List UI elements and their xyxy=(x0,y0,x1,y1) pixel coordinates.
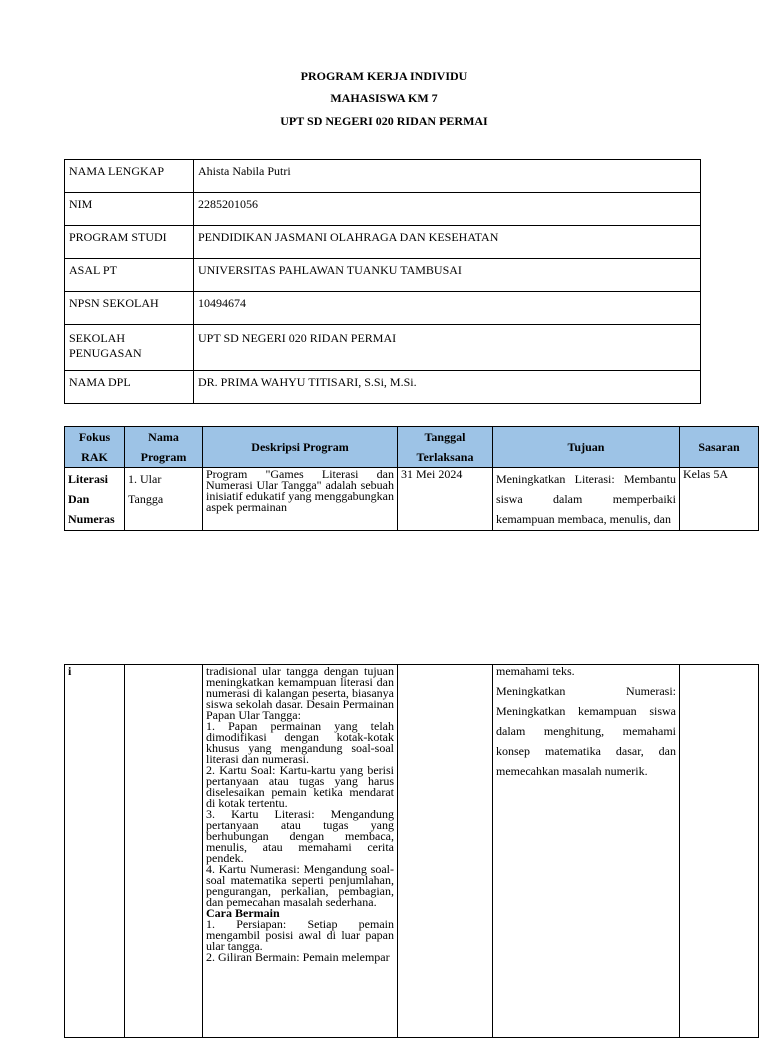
cell-tujuan-cont xyxy=(493,665,680,1038)
desc-paragraph: 2. Giliran Bermain: Pemain melempar xyxy=(206,950,390,964)
info-label: SEKOLAH PENUGASAN xyxy=(65,325,194,371)
identity-table xyxy=(64,159,701,404)
header-tanggal: Tanggal Terlaksana xyxy=(398,427,493,468)
info-value: UPT SD NEGERI 020 RIDAN PERMAI xyxy=(194,325,701,371)
cell-fokus: Literasi Dan Numeras xyxy=(65,468,125,531)
cell-sasaran-cont xyxy=(680,665,759,1038)
header-tujuan: Tujuan xyxy=(493,427,680,468)
header-sasaran: Sasaran xyxy=(680,427,759,468)
info-row xyxy=(65,226,701,259)
cell-fokus-cont: i xyxy=(65,665,125,1038)
info-row xyxy=(65,193,701,226)
info-label: PROGRAM STUDI xyxy=(65,226,194,259)
info-value: 10494674 xyxy=(194,292,701,325)
table-row xyxy=(65,665,759,1038)
info-row xyxy=(65,325,701,371)
desc-paragraph: tradisional ular tangga dengan tujuan meningkatkan kemampuan literasi dan numerasi di kalangan peserta, biasanya siswa sekolah dasar. Desain Permainan Papan Ular Tangga: xyxy=(206,664,394,722)
info-label: NIM xyxy=(65,193,194,226)
cell-tanggal-cont xyxy=(398,665,493,1038)
cell-deskripsi-cont xyxy=(203,665,398,1038)
desc-paragraph: 2. Kartu Soal: Kartu-kartu yang berisi pertanyaan atau tugas yang harus diselesaikan pemain ketika mendarat di kotak tertentu. xyxy=(206,763,394,810)
cell-tujuan: Meningkatkan Literasi: Membantu siswa dalam memperbaiki kemampuan membaca, menulis, dan xyxy=(493,468,680,531)
info-row xyxy=(65,259,701,292)
header-deskripsi: Deskripsi Program xyxy=(203,427,398,468)
info-label: NPSN SEKOLAH xyxy=(65,292,194,325)
desc-paragraph: 4. Kartu Numerasi: Mengandung soal-soal matematika seperti penjumlahan, pengurangan, perkalian, pembagian, dan pemecahan masalah sederhana. xyxy=(206,862,394,909)
info-row xyxy=(65,292,701,325)
info-value: DR. PRIMA WAHYU TITISARI, S.Si, M.Si. xyxy=(194,371,701,404)
cell-program-cont xyxy=(125,665,203,1038)
tujuan-paragraph: memahami teks. xyxy=(496,664,575,678)
title-line-2: MAHASISWA KM 7 xyxy=(330,91,438,105)
info-value: Ahista Nabila Putri xyxy=(194,160,701,193)
cell-sasaran: Kelas 5A xyxy=(680,468,759,531)
cell-deskripsi: Program "Games Literasi dan Numerasi Ular Tangga" adalah sebuah inisiatif edukatif yang menggabungkan aspek permainan xyxy=(203,468,398,531)
info-row xyxy=(65,160,701,193)
table-row xyxy=(65,468,759,531)
info-label: NAMA LENGKAP xyxy=(65,160,194,193)
info-label: ASAL PT xyxy=(65,259,194,292)
cara-bermain-heading: Cara Bermain xyxy=(206,906,280,920)
desc-paragraph: 3. Kartu Literasi: Mengandung pertanyaan atau tugas yang berhubungan dengan membaca, menulis, atau memahami cerita pendek. xyxy=(206,807,394,865)
work-program-table-continued xyxy=(64,664,759,1038)
info-value: UNIVERSITAS PAHLAWAN TUANKU TAMBUSAI xyxy=(194,259,701,292)
header-fokus-rak: Fokus RAK xyxy=(65,427,125,468)
info-value: PENDIDIKAN JASMANI OLAHRAGA DAN KESEHATAN xyxy=(194,226,701,259)
desc-paragraph: 1. Persiapan: Setiap pemain mengambil posisi awal di luar papan ular tangga. xyxy=(206,917,394,953)
work-program-table xyxy=(64,426,759,531)
cell-tanggal: 31 Mei 2024 xyxy=(398,468,493,531)
table-header-row xyxy=(65,427,759,468)
desc-paragraph: 1. Papan permainan yang telah dimodifikasi dengan kotak-kotak khusus yang mengandung soal-soal literasi dan numerasi. xyxy=(206,719,394,766)
info-label: NAMA DPL xyxy=(65,371,194,404)
cell-program: 1. Ular Tangga xyxy=(125,468,203,531)
info-row xyxy=(65,371,701,404)
title-line-3: UPT SD NEGERI 020 RIDAN PERMAI xyxy=(280,114,488,128)
tujuan-paragraph: Meningkatkan Numerasi: Meningkatkan kemampuan siswa dalam menghitung, memahami konsep matematika dasar, dan memecahkan masalah numerik. xyxy=(496,684,676,778)
title-line-1: PROGRAM KERJA INDIVIDU xyxy=(300,69,468,83)
info-value: 2285201056 xyxy=(194,193,701,226)
header-nama-program: Nama Program xyxy=(125,427,203,468)
